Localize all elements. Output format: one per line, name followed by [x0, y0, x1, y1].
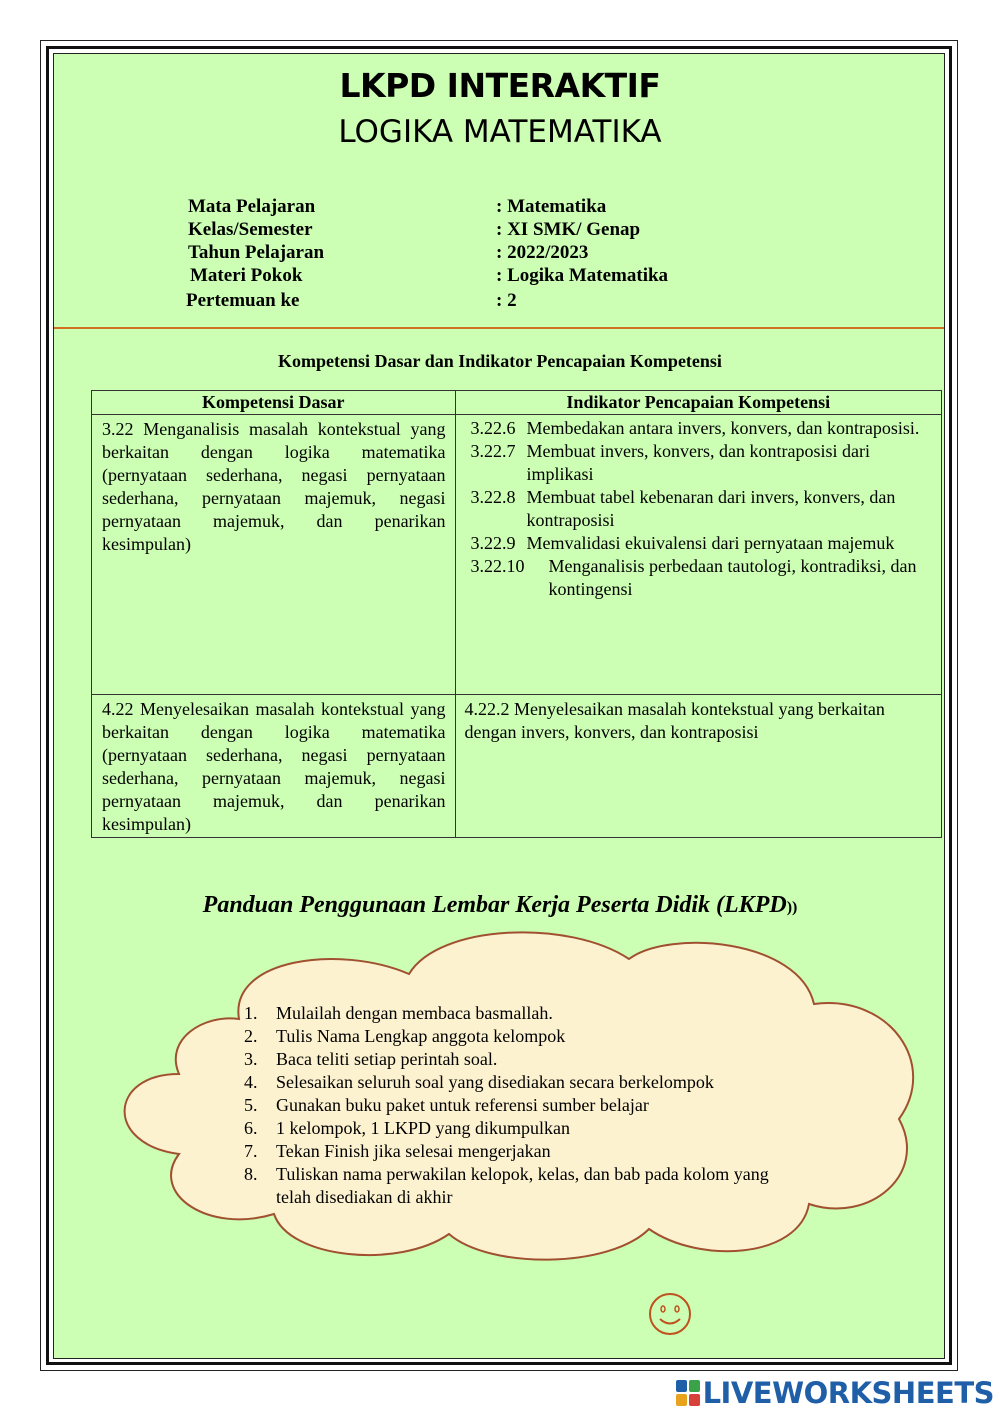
table-row	[92, 695, 942, 838]
worksheet-page	[53, 53, 945, 1359]
guide-title-tail: ))	[786, 899, 798, 916]
list-item	[244, 1048, 804, 1071]
liveworksheets-logo	[675, 1376, 994, 1410]
worksheet-subtitle: LOGIKA MATEMATIKA	[338, 114, 662, 150]
info-label-pertemuan: Pertemuan ke	[186, 290, 300, 311]
list-text: Tekan Finish jika selesai mengerjakan	[276, 1141, 551, 1161]
indicator-number: 3.22.6	[470, 418, 516, 438]
info-label-materi-pokok: Materi Pokok	[190, 265, 303, 286]
indicator-text: Membuat invers, konvers, dan kontraposisi dari implikasi	[526, 441, 870, 484]
info-label-kelas-semester: Kelas/Semester	[188, 219, 313, 240]
list-text: Gunakan buku paket untuk referensi sumber belajar	[276, 1095, 649, 1115]
list-number: 7.	[244, 1141, 258, 1161]
table-row	[92, 415, 942, 695]
info-value-materi-pokok: : Logika Matematika	[496, 265, 669, 286]
indicator-number: 3.22.7	[470, 441, 516, 461]
liveworksheets-logo-icon	[675, 1379, 701, 1407]
list-number: 2.	[244, 1026, 258, 1046]
info-value-kelas-semester: : XI SMK/ Genap	[496, 219, 641, 240]
guide-title	[54, 892, 946, 919]
indicator-number: 3.22.9	[470, 533, 516, 553]
indicator-item	[471, 486, 930, 532]
list-text: 1 kelompok, 1 LKPD yang dikumpulkan	[276, 1118, 570, 1138]
list-number: 6.	[244, 1118, 258, 1138]
info-value-tahun-pelajaran: : 2022/2023	[496, 242, 589, 263]
list-number: 3.	[244, 1049, 258, 1069]
kd-cell	[92, 695, 456, 838]
list-number: 8.	[244, 1164, 258, 1184]
indicator-item	[471, 555, 930, 601]
indicator-text: Membuat tabel kebenaran dari invers, konvers, dan kontraposisi	[526, 487, 896, 530]
indicator-number: 3.22.10	[470, 556, 525, 576]
header-indikator: Indikator Pencapaian Kompetensi	[455, 391, 941, 415]
indicator-item	[471, 532, 930, 555]
indicator-cell	[455, 415, 941, 695]
indicator-cell	[455, 695, 941, 838]
kd-text: 3.22 Menganalisis masalah kontekstual yang berkaitan dengan logika matematika (pernyataan sederhana, negasi pernyataan sederhana, pernyataan majemuk, negasi pernyataan majemuk, dan penarikan kesimpulan)	[102, 419, 446, 554]
list-text: Tuliskan nama perwakilan kelopok, kelas, dan bab pada kolom yang telah disediakan di akhir	[276, 1164, 769, 1207]
liveworksheets-brand-text: LIVEWORKSHEETS	[702, 1376, 994, 1410]
kd-text: 4.22 Menyelesaikan masalah kontekstual yang berkaitan dengan logika matematika (pernyataan sederhana, negasi pernyataan sederhana, pernyataan majemuk, negasi pernyataan majemuk, dan penarikan kesimpulan)	[102, 699, 446, 834]
competency-section-title: Kompetensi Dasar dan Indikator Pencapaian Kompetensi	[278, 351, 722, 371]
indicator-item	[471, 440, 930, 486]
list-item	[244, 1140, 804, 1163]
list-item	[244, 1117, 804, 1140]
indicator-list	[457, 416, 940, 601]
list-item	[244, 1163, 804, 1209]
guide-list	[244, 1002, 804, 1209]
indicator-item	[471, 417, 930, 440]
list-number: 1.	[244, 1003, 258, 1023]
info-value-pertemuan: : 2	[496, 290, 517, 311]
list-number: 4.	[244, 1072, 258, 1092]
list-text: Mulailah dengan membaca basmallah.	[276, 1003, 553, 1023]
list-text: Selesaikan seluruh soal yang disediakan secara berkelompok	[276, 1072, 714, 1092]
guide-title-text: Panduan Penggunaan Lembar Kerja Peserta Didik (LKPD	[202, 892, 787, 918]
list-item	[244, 1094, 804, 1117]
list-text: Tulis Nama Lengkap anggota kelompok	[276, 1026, 566, 1046]
section-divider	[54, 327, 944, 329]
smiley-icon	[648, 1292, 692, 1336]
header-kompetensi-dasar: Kompetensi Dasar	[92, 391, 456, 415]
list-item	[244, 1002, 804, 1025]
indicator-text: Memvalidasi ekuivalensi dari pernyataan majemuk	[526, 533, 895, 553]
list-item	[244, 1025, 804, 1048]
indicator-text: Menganalisis perbedaan tautologi, kontradiksi, dan kontingensi	[548, 556, 917, 599]
info-value-mata-pelajaran: : Matematika	[496, 196, 607, 217]
list-text: Baca teliti setiap perintah soal.	[276, 1049, 498, 1069]
info-label-mata-pelajaran: Mata Pelajaran	[188, 196, 316, 217]
table-header-row	[92, 391, 942, 415]
info-label-tahun-pelajaran: Tahun Pelajaran	[188, 242, 325, 263]
indicator-text: Membedakan antara invers, konvers, dan kontraposisi.	[526, 418, 920, 438]
indicator-text: 4.22.2 Menyelesaikan masalah kontekstual yang berkaitan dengan invers, konvers, dan kontraposisi	[464, 699, 885, 742]
competency-table	[91, 390, 942, 838]
list-number: 5.	[244, 1095, 258, 1115]
list-item	[244, 1071, 804, 1094]
worksheet-title: LKPD INTERAKTIF	[339, 66, 661, 105]
indicator-number: 3.22.8	[470, 487, 516, 507]
kd-cell	[92, 415, 456, 695]
